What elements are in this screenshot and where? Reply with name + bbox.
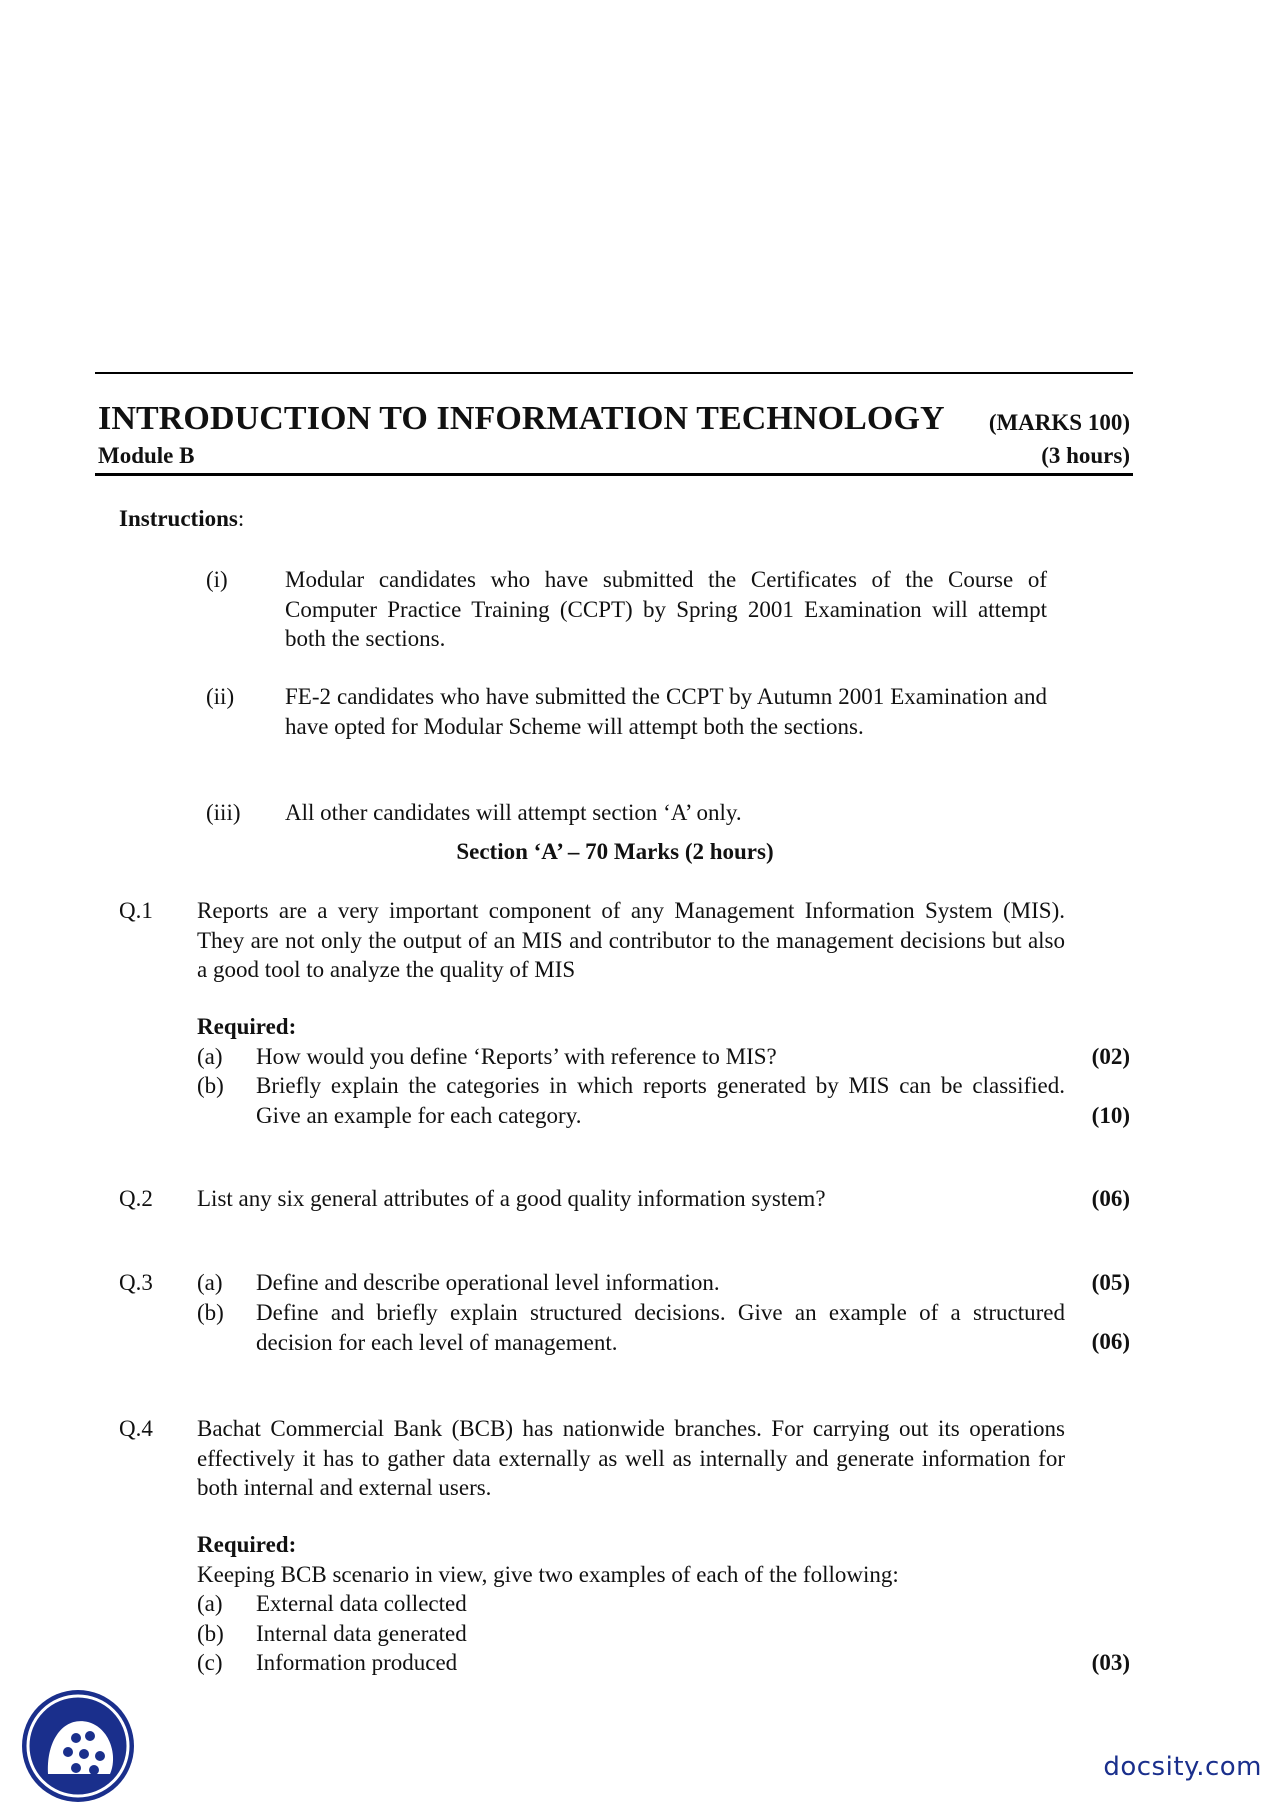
docsity-logo-icon[interactable]	[18, 1686, 138, 1806]
q4-number: Q.4	[119, 1416, 153, 1441]
q1-text: Reports are a very important component of any Management Information System (MIS). They are not only the output of an MIS and contributor to the management decisions but also a good tool to analyze the quality of MIS	[197, 898, 1065, 983]
q3-part-b-marks: (06)	[1091, 1329, 1130, 1354]
q4-part-a-label: (a)	[197, 1591, 223, 1616]
q1-part-b-label: (b)	[197, 1073, 224, 1098]
instruction-text-3: All other candidates will attempt section ‘A’ only.	[285, 800, 742, 825]
q3-part-a-marks: (05)	[1091, 1270, 1130, 1295]
q3-number: Q.3	[119, 1270, 153, 1295]
total-marks: (MARKS 100)	[988, 410, 1130, 435]
instructions-heading	[119, 504, 244, 534]
instruction-num-1: (i)	[206, 567, 228, 592]
q4-text: Bachat Commercial Bank (BCB) has nationwide branches. For carrying out its operations effectively it has to gather data externally as well as internally and generate information for both internal and external users.	[197, 1416, 1065, 1501]
docsity-brand-link[interactable]: docsity.com	[1103, 1752, 1262, 1782]
header-rule	[95, 473, 1133, 476]
section-a-title: Section ‘A’ – 70 Marks (2 hours)	[456, 839, 774, 864]
instruction-num-3: (iii)	[206, 800, 241, 825]
q4-required: Required:	[197, 1532, 297, 1557]
instructions-colon: :	[237, 506, 245, 531]
instruction-text-1: Modular candidates who have submitted the Certificates of the Course of Computer Practice Training (CCPT) by Spring 2001 Examination will attempt both the sections.	[285, 567, 1047, 652]
q4-part-a-text: External data collected	[256, 1591, 467, 1616]
q1-part-b-marks: (10)	[1091, 1103, 1130, 1128]
q1-number: Q.1	[119, 898, 153, 923]
q4-part-c-text: Information produced	[256, 1650, 458, 1675]
title-text: INTRODUCTION TO INFORMATION TECHNOLOGY	[98, 400, 945, 437]
q3-part-b-text: Define and briefly explain structured decisions. Give an example of a structured decision for each level of management.	[256, 1300, 1065, 1355]
q2-marks: (06)	[1091, 1186, 1130, 1211]
q4-lead: Keeping BCB scenario in view, give two examples of each of the following:	[197, 1562, 899, 1587]
instruction-num-2: (ii)	[206, 684, 235, 709]
q4-marks: (03)	[1091, 1650, 1130, 1675]
q1-required: Required:	[197, 1014, 297, 1039]
q3-part-a-label: (a)	[197, 1270, 223, 1295]
module-label: Module B	[98, 443, 195, 468]
q1-part-a-text: How would you define ‘Reports’ with reference to MIS?	[256, 1044, 777, 1069]
top-rule	[95, 372, 1133, 374]
q2-number: Q.2	[119, 1186, 153, 1211]
q4-part-b-text: Internal data generated	[256, 1621, 467, 1646]
exam-title	[98, 400, 945, 438]
q1-part-a-marks: (02)	[1091, 1044, 1130, 1069]
q1-part-a-label: (a)	[197, 1044, 223, 1069]
q3-part-a-text: Define and describe operational level information.	[256, 1270, 720, 1295]
instructions-heading-text: Instructions	[119, 506, 238, 531]
q3-part-b-label: (b)	[197, 1300, 224, 1325]
instruction-text-2: FE-2 candidates who have submitted the CCPT by Autumn 2001 Examination and have opted for Modular Scheme will attempt both the sections.	[285, 684, 1047, 739]
q2-text: List any six general attributes of a good quality information system?	[197, 1186, 826, 1211]
exam-duration: (3 hours)	[1041, 443, 1130, 468]
q1-part-b-text: Briefly explain the categories in which reports generated by MIS can be classified. Give an example for each category.	[256, 1073, 1065, 1128]
q4-part-c-label: (c)	[197, 1650, 223, 1675]
q4-part-b-label: (b)	[197, 1621, 224, 1646]
